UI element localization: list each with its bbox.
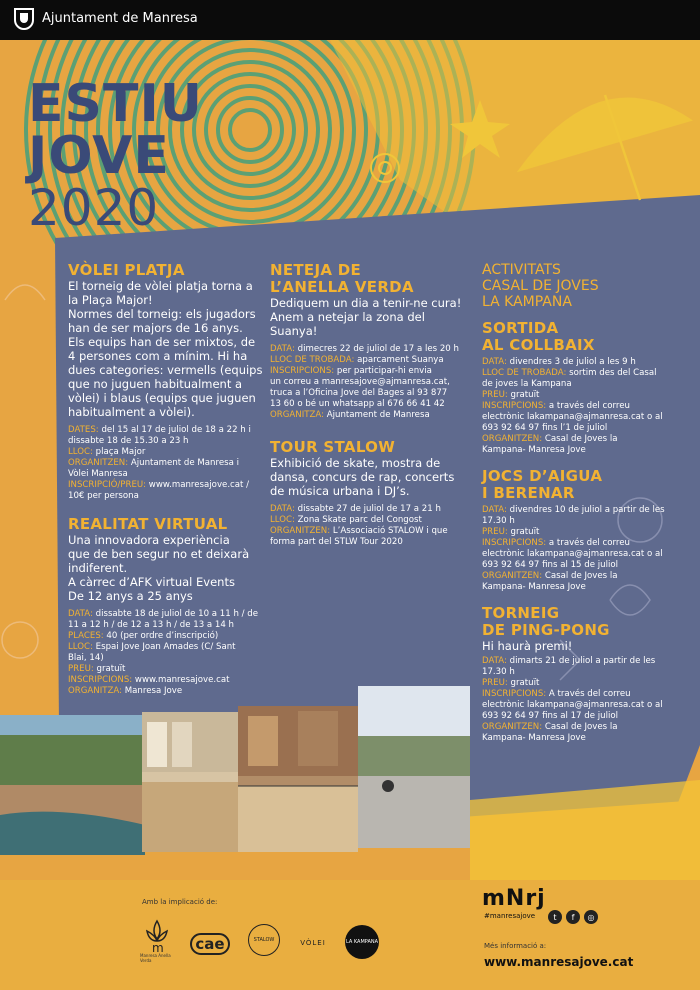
brand-hashtag: #manresajove bbox=[484, 912, 536, 920]
volei-insc-2: 10€ per persona bbox=[68, 491, 139, 501]
realitat-intro-0: Una innovadora experiència bbox=[68, 533, 230, 547]
sortida-lloc-2: de joves la Kampana bbox=[482, 379, 572, 389]
photo-skate bbox=[358, 686, 470, 848]
volei-intro-2: Normes del torneig: els jugadors bbox=[68, 307, 256, 321]
pingpong-title-1: TORNEIG bbox=[482, 604, 560, 622]
neteja-insc-4: 13 60 o bé un whatsapp al 676 66 41 42 bbox=[270, 399, 445, 409]
pingpong-insc: INSCRIPCIONS: A través del correu bbox=[482, 689, 631, 699]
sortida-insc-2: electrònic lakampana@ajmanresa.cat o al bbox=[482, 412, 663, 422]
volei-dates-2: dissabte 18 de 15.30 a 23 h bbox=[68, 436, 189, 446]
photo-volei bbox=[238, 706, 358, 852]
title-line2: JOVE bbox=[28, 126, 170, 186]
pingpong-title-2: DE PING-PONG bbox=[482, 621, 610, 639]
pingpong-data: DATA: dimarts 21 de juliol a partir de les bbox=[482, 656, 656, 666]
realitat-intro-2: indiferent. bbox=[68, 561, 128, 575]
title-line1: ESTIU bbox=[28, 74, 204, 134]
jocs-org: ORGANITZEN: Casal de Joves la bbox=[482, 571, 618, 581]
volei-lloc: LLOC: plaça Major bbox=[68, 447, 146, 457]
realitat-org: ORGANITZA: Manresa Jove bbox=[68, 686, 183, 696]
jocs-insc: INSCRIPCIONS: a través del correu bbox=[482, 538, 630, 548]
sortida-lloc: LLOC DE TROBADA: sortim des del Casal bbox=[482, 368, 657, 378]
jocs-title-2: I BERENAR bbox=[482, 484, 575, 502]
neteja-intro-1: Anem a netejar la zona del bbox=[270, 310, 425, 324]
realitat-places: PLACES: 40 (per ordre d’inscripció) bbox=[68, 631, 219, 641]
neteja-lloc: LLOC DE TROBADA: aparcament Suanya bbox=[270, 355, 444, 365]
stalow-org: ORGANITZEN: L’Associació STALOW i que bbox=[270, 526, 448, 536]
neteja-intro-2: Suanya! bbox=[270, 324, 318, 338]
jocs-insc-2: electrònic lakampana@ajmanresa.cat o al bbox=[482, 549, 663, 559]
realitat-intro-3: A càrrec d’AFK virtual Events bbox=[68, 575, 235, 589]
pingpong-insc-3: 693 92 64 97 fins al 17 de juliol bbox=[482, 711, 618, 721]
pingpong-org: ORGANITZEN: Casal de Joves la bbox=[482, 722, 618, 732]
stalow-intro-1: dansa, concurs de rap, concerts bbox=[270, 470, 455, 484]
sortida-preu: PREU: gratuït bbox=[482, 390, 540, 400]
realitat-lloc: LLOC: Espai Jove Joan Amades (C/ Sant bbox=[68, 642, 236, 652]
implicacio-label: Amb la implicació de: bbox=[142, 898, 218, 906]
sortida-org: ORGANITZEN: Casal de Joves la bbox=[482, 434, 618, 444]
volei-intro-8: vòlei) i blaus (equips que juguen bbox=[68, 391, 256, 405]
column-neteja bbox=[270, 262, 470, 548]
sortida-title-2: AL COLLBAIX bbox=[482, 336, 595, 354]
facebook-icon[interactable]: f bbox=[566, 910, 580, 924]
volei-intro-9: habitualment a vòlei). bbox=[68, 405, 195, 419]
volei-org-2: Vòlei Manresa bbox=[68, 469, 128, 479]
stalow-data: DATA: dissabte 27 de juliol de 17 a 21 h bbox=[270, 504, 441, 514]
casal-heading-2: CASAL DE JOVES bbox=[482, 278, 599, 294]
sortida-insc: INSCRIPCIONS: a través del correu bbox=[482, 401, 630, 411]
stalow-intro-2: de música urbana i DJ’s. bbox=[270, 484, 410, 498]
realitat-title: REALITAT VIRTUAL bbox=[68, 515, 228, 533]
jocs-insc-3: 693 92 64 97 fins al 15 de juliol bbox=[482, 560, 618, 570]
column-volei bbox=[68, 262, 264, 697]
volei-insc: INSCRIPCIÓ/PREU: www.manresajove.cat / bbox=[68, 480, 250, 490]
realitat-insc: INSCRIPCIONS: www.manresajove.cat bbox=[68, 675, 230, 685]
logo-stalow: STALOW bbox=[248, 924, 280, 956]
volei-dates: DATES: del 15 al 17 de juliol de 18 a 22 h i bbox=[68, 425, 251, 435]
sortida-data: DATA: divendres 3 de juliol a les 9 h bbox=[482, 357, 636, 367]
instagram-icon[interactable]: ◎ bbox=[584, 910, 598, 924]
stalow-lloc: LLOC: Zona Skate parc del Congost bbox=[270, 515, 422, 525]
volei-intro-6: dues categories: vermells (equips bbox=[68, 363, 263, 377]
logo-anella-verda: m Manresa Anella Verda bbox=[140, 912, 174, 968]
logo-kampana: LA KAMPANA bbox=[345, 925, 379, 959]
jocs-org-2: Kampana- Manresa Jove bbox=[482, 582, 586, 592]
casal-heading-1: ACTIVITATS bbox=[482, 262, 561, 278]
manresa-crest-icon bbox=[14, 8, 34, 30]
org-name: Ajuntament de Manresa bbox=[42, 11, 198, 26]
realitat-intro-4: De 12 anys a 25 anys bbox=[68, 589, 193, 603]
jocs-data: DATA: divendres 10 de juliol a partir de les bbox=[482, 505, 665, 515]
neteja-insc-3: truca a l’Oficina Jove del Bages al 93 877 bbox=[270, 388, 448, 398]
sortida-org-2: Kampana- Manresa Jove bbox=[482, 445, 586, 455]
volei-org: ORGANITZEN: Ajuntament de Manresa i bbox=[68, 458, 239, 468]
neteja-data: DATA: dimecres 22 de juliol de 17 a les 20 h bbox=[270, 344, 459, 354]
realitat-preu: PREU: gratuït bbox=[68, 664, 126, 674]
realitat-data-2: 11 a 12 h / de 12 a 13 h / de 13 a 14 h bbox=[68, 620, 235, 630]
pingpong-insc-2: electrònic lakampana@ajmanresa.cat o al bbox=[482, 700, 663, 710]
casal-heading-3: LA KAMPANA bbox=[482, 294, 572, 310]
volei-intro-3: han de ser majors de 16 anys. bbox=[68, 321, 243, 335]
realitat-intro-1: que de ben segur no et deixarà bbox=[68, 547, 250, 561]
volei-intro-5: 4 persones com a mínim. Hi ha bbox=[68, 349, 248, 363]
poster-title bbox=[28, 74, 204, 237]
stalow-org-2: forma part del STLW Tour 2020 bbox=[270, 537, 403, 547]
title-year: 2020 bbox=[28, 179, 160, 237]
neteja-org: ORGANITZA: Ajuntament de Manresa bbox=[270, 410, 430, 420]
twitter-icon[interactable]: t bbox=[548, 910, 562, 924]
realitat-lloc-2: Blai, 14) bbox=[68, 653, 104, 663]
brand-logo: mNrj bbox=[482, 886, 546, 911]
stalow-title: TOUR STALOW bbox=[270, 438, 396, 456]
photo-plaza-left bbox=[142, 712, 238, 852]
mes-info-label: Més informació a: bbox=[484, 942, 547, 950]
jocs-title-1: JOCS D’AIGUA bbox=[482, 467, 603, 485]
volei-intro-4: Els equips han de ser mixtos, de bbox=[68, 335, 256, 349]
svg-text:m: m bbox=[152, 941, 164, 953]
logo-volei: VÒLEI bbox=[300, 939, 326, 947]
website-link[interactable]: www.manresajove.cat bbox=[484, 955, 634, 969]
volei-title: VÒLEI PLATJA bbox=[68, 261, 185, 279]
photo-river bbox=[0, 715, 145, 855]
neteja-insc: INSCRIPCIONS: per participar-hi envia bbox=[270, 366, 432, 376]
pingpong-data-2: 17.30 h bbox=[482, 667, 515, 677]
volei-intro-7: que no juguen habitualment a bbox=[68, 377, 243, 391]
pingpong-org-2: Kampana- Manresa Jove bbox=[482, 733, 586, 743]
volei-intro-0: El torneig de vòlei platja torna a bbox=[68, 279, 253, 293]
neteja-insc-2: un correu a manresajove@ajmanresa.cat, bbox=[270, 377, 450, 387]
stalow-intro-0: Exhibició de skate, mostra de bbox=[270, 456, 441, 470]
jocs-data-2: 17.30 h bbox=[482, 516, 515, 526]
logo-cae: cae bbox=[190, 930, 230, 958]
volei-intro-1: la Plaça Major! bbox=[68, 293, 153, 307]
column-casal bbox=[482, 262, 687, 744]
sortida-insc-3: 693 92 64 97 fins l’1 de juliol bbox=[482, 423, 608, 433]
jocs-preu: PREU: gratuït bbox=[482, 527, 540, 537]
sortida-title-1: SORTIDA bbox=[482, 319, 559, 337]
lotus-icon bbox=[143, 917, 171, 953]
pingpong-intro: Hi haurà premi! bbox=[482, 639, 573, 653]
pingpong-preu: PREU: gratuït bbox=[482, 678, 540, 688]
neteja-title-1: NETEJA DE bbox=[270, 261, 362, 279]
top-bar bbox=[0, 0, 700, 40]
realitat-data: DATA: dissabte 18 de juliol de 10 a 11 h / de bbox=[68, 609, 259, 619]
neteja-title-2: L’ANELLA VERDA bbox=[270, 278, 414, 296]
neteja-intro-0: Dediquem un dia a tenir-ne cura! bbox=[270, 296, 462, 310]
